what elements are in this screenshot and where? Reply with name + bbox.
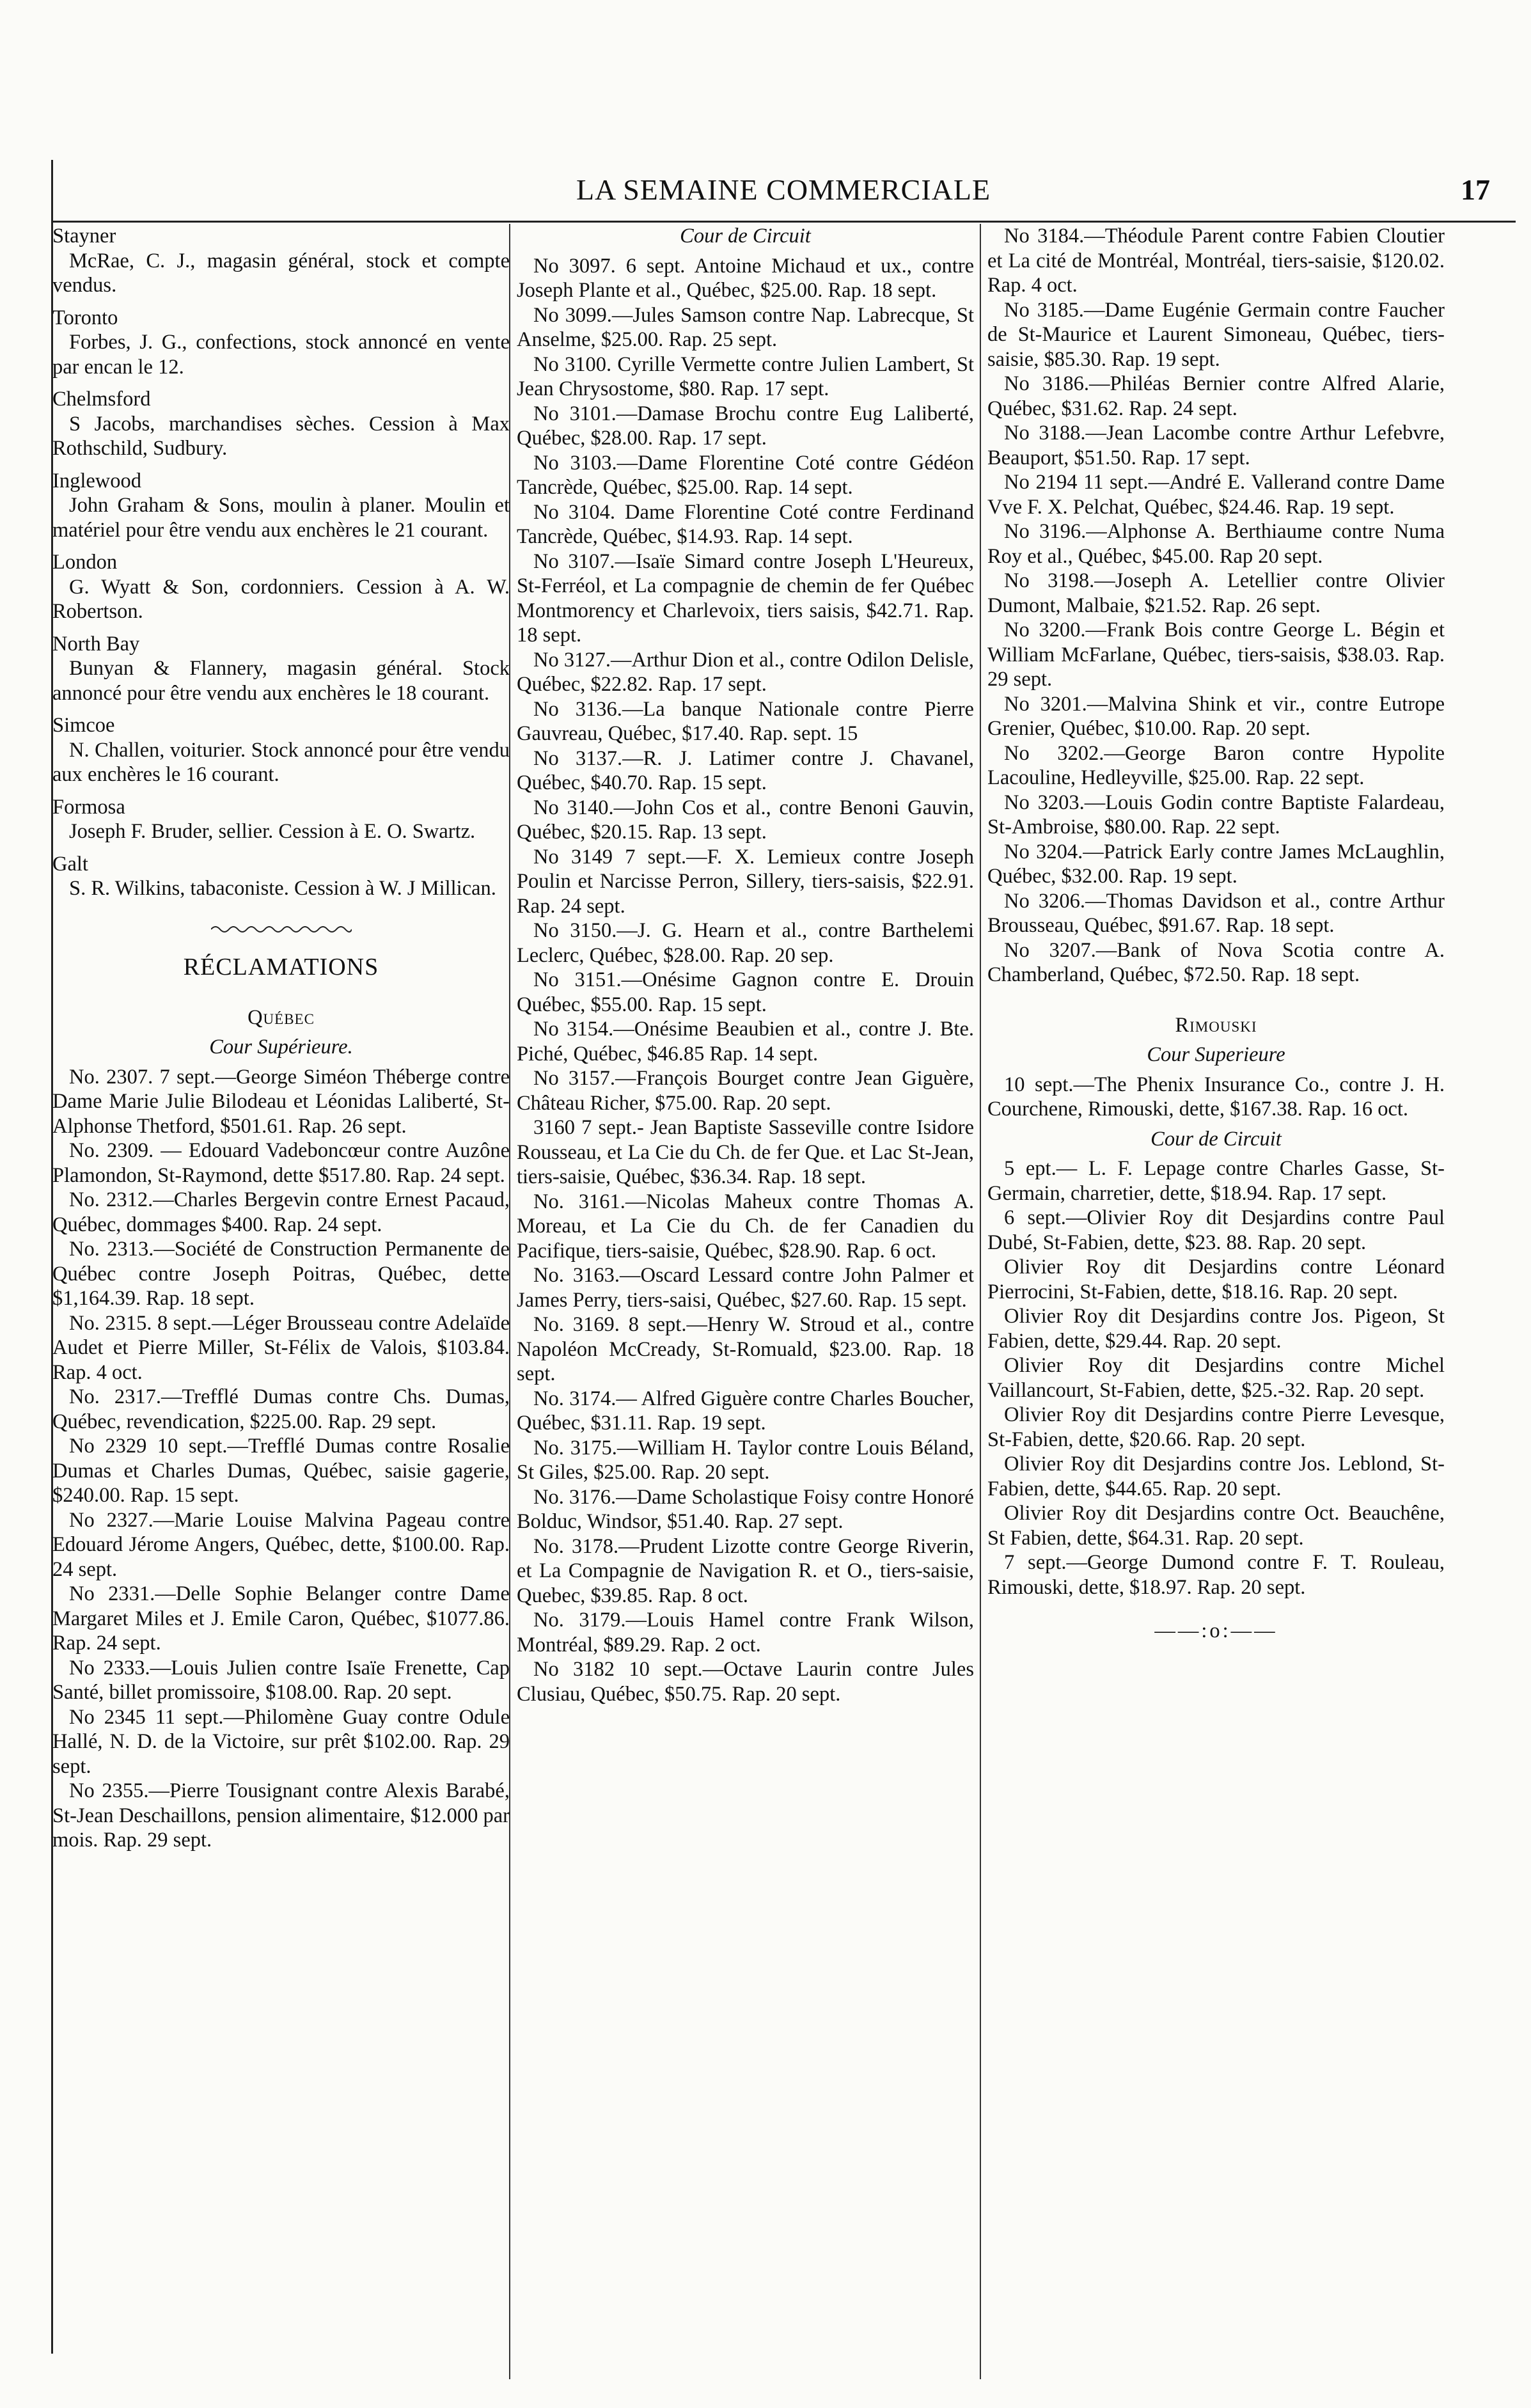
insolvency-item [52,387,510,461]
claim-entry: No 3157.—François Bourget contre Jean Giguère, Château Richer, $75.00. Rap. 20 sept. [517,1067,974,1115]
claim-entry: No 3151.—Onésime Gagnon contre E. Drouin Québec, $55.00. Rap. 15 sept. [517,968,974,1016]
place-name: Inglewood [52,469,141,492]
claim-entry: No 3188.—Jean Lacombe contre Arthur Lefebvre, Beauport, $51.50. Rap. 17 sept. [987,421,1445,469]
court-heading: Cour de Circuit [680,224,811,248]
insolvency-item [52,795,510,844]
ornamental-divider [52,918,510,943]
left-column [52,224,510,2373]
insolvency-item [52,550,510,624]
insolvency-text: Joseph F. Bruder, sellier. Cession à E. O. Swartz. [69,820,476,843]
claim-entry: 6 sept.—Olivier Roy dit Desjardins contre Paul Dubé, St-Fabien, dette, $23. 88. Rap. 20 sept. [987,1206,1445,1254]
claim-entry: No 3100. Cyrille Vermette contre Julien Lambert, St Jean Chrysostome, $80. Rap. 17 sept. [517,352,974,400]
claim-entry: Olivier Roy dit Desjardins contre Michel Vaillancourt, St-Fabien, dette, $25.-32. Rap. 20 sept. [987,1354,1445,1402]
section-title: RÉCLAMATIONS [183,954,379,980]
claim-entry: No. 3163.—Oscard Lessard contre John Palmer et James Perry, tiers-saisi, Québec, $27.60. Rap. 15 sept. [517,1264,974,1312]
court-heading: Cour Superieure [1147,1043,1285,1066]
insolvency-item [52,852,510,901]
claim-entry: No 3101.—Damase Brochu contre Eug Laliberté, Québec, $28.00. Rap. 17 sept. [517,402,974,450]
insolvency-item [52,632,510,706]
claims-list [987,1156,1445,1600]
claim-entry: No. 2313.—Société de Construction Permanente de Québec contre Joseph Poitras, Québec, dette $1,164.39. Rap. 18 sept. [52,1238,510,1310]
claim-entry: No 2333.—Louis Julien contre Isaïe Frenette, Cap Santé, billet promissoire, $108.00. Rap. 20 sept. [52,1656,510,1704]
claims-list [987,224,1445,988]
claim-entry: No 3103.—Dame Florentine Coté contre Gédéon Tancrède, Québec, $25.00. Rap. 14 sept. [517,451,974,499]
claim-entry: No 3201.—Malvina Shink et vir., contre Eutrope Grenier, Québec, $10.00. Rap. 20 sept. [987,692,1445,740]
claim-entry: No 3127.—Arthur Dion et al., contre Odilon Delisle, Québec, $22.82. Rap. 17 sept. [517,648,974,696]
column-rule-2 [980,224,981,2379]
claims-list [517,254,974,1707]
claim-entry: No. 3179.—Louis Hamel contre Frank Wilson, Montréal, $89.29. Rap. 2 oct. [517,1609,974,1656]
claims-list [52,1065,510,1853]
place-name: North Bay [52,632,140,656]
insolvency-text: Forbes, J. G., confections, stock annoncé en vente par encan le 12. [52,331,510,379]
insolvency-text: G. Wyatt & Son, cordonniers. Cession à A. W. Robertson. [52,575,510,623]
claim-entry: No. 3174.— Alfred Giguère contre Charles Boucher, Québec, $31.11. Rap. 19 sept. [517,1387,974,1435]
claim-entry: No 3206.—Thomas Davidson et al., contre Arthur Brousseau, Québec, $91.67. Rap. 18 sept. [987,889,1445,937]
claim-entry: No 3182 10 sept.—Octave Laurin contre Jules Clusiau, Québec, $50.75. Rap. 20 sept. [517,1658,974,1706]
claim-entry: No. 2317.—Trefflé Dumas contre Chs. Dumas, Québec, revendication, $225.00. Rap. 29 sept. [52,1385,510,1433]
place-name: Stayner [52,224,116,248]
claim-entry: No 3184.—Théodule Parent contre Fabien Cloutier et La cité de Montréal, Montréal, tiers-saisie, $120.02. Rap. 4 oct. [987,224,1445,297]
claim-entry: No 3149 7 sept.—F. X. Lemieux contre Joseph Poulin et Narcisse Perron, Sillery, tiers-saisis, $22.91. Rap. 24 sept. [517,845,974,918]
place-name: Chelmsford [52,388,151,411]
claim-entry: No. 2309. — Edouard Vadeboncœur contre Auzône Plamondon, St-Raymond, dette $517.80. Rap. 24 sept. [52,1139,510,1187]
claim-entry: No 2329 10 sept.—Trefflé Dumas contre Rosalie Dumas et Charles Dumas, Québec, saisie gagerie, $240.00. Rap. 15 sept. [52,1435,510,1507]
claim-entry: No 3097. 6 sept. Antoine Michaud et ux., contre Joseph Plante et al., Québec, $25.00. Rap. 18 sept. [517,254,974,302]
wavy-rule-icon [211,924,352,934]
claim-entry: No 3202.—George Baron contre Hypolite Lacouline, Hedleyville, $25.00. Rap. 22 sept. [987,741,1445,789]
claim-entry: 10 sept.—The Phenix Insurance Co., contre J. H. Courchene, Rimouski, dette, $167.38. Rap. 16 oct. [987,1073,1445,1121]
place-name: London [52,551,118,574]
claim-entry: No 2194 11 sept.—André E. Vallerand contre Dame Vve F. X. Pelchat, Québec, $24.46. Rap. 19 sept. [987,471,1445,519]
right-column [987,224,1445,2373]
place-name: Formosa [52,795,125,819]
claim-entry: 5 ept.— L. F. Lepage contre Charles Gasse, St-Germain, charretier, dette, $18.94. Rap. 17 sept. [987,1157,1445,1205]
claim-entry: 7 sept.—George Dumond contre F. T. Rouleau, Rimouski, dette, $18.97. Rap. 20 sept. [987,1551,1445,1599]
claim-entry: Olivier Roy dit Desjardins contre Jos. Leblond, St-Fabien, dette, $44.65. Rap. 20 sept. [987,1452,1445,1500]
claim-entry: No 3136.—La banque Nationale contre Pierre Gauvreau, Québec, $17.40. Rap. sept. 15 [517,697,974,745]
page-title: LA SEMAINE COMMERCIALE [576,173,991,206]
claim-entry: No 2355.—Pierre Tousignant contre Alexis Barabé, St-Jean Deschaillons, pension alimentaire, $12.000 par mois. Rap. 29 sept. [52,1779,510,1852]
claim-entry: No. 2307. 7 sept.—George Siméon Théberge contre Dame Marie Julie Bilodeau et Léonidas Laliberté, St-Alphonse Thetford, $501.61. Rap. 26 sept. [52,1065,510,1138]
claim-entry: No 3107.—Isaïe Simard contre Joseph L'Heureux, St-Ferréol, et La compagnie de chemin de fer Québec Montmorency et Charlevoix, tiers saisis, $42.71. Rap. 18 sept. [517,549,974,647]
claim-entry: No 3207.—Bank of Nova Scotia contre A. Chamberland, Québec, $72.50. Rap. 18 sept. [987,938,1445,986]
insolvency-list [52,224,510,901]
claim-entry: No 3203.—Louis Godin contre Baptiste Falardeau, St-Ambroise, $80.00. Rap. 22 sept. [987,791,1445,838]
claim-entry: 3160 7 sept.- Jean Baptiste Sasseville contre Isidore Rousseau, et La Cie du Ch. de fer Que. et Lac St-Jean, tiers-saisie, Québec, $36.34. Rap. 18 sept. [517,1116,974,1188]
claim-entry: No 3104. Dame Florentine Coté contre Ferdinand Tancrède, Québec, $14.93. Rap. 14 sept. [517,500,974,548]
middle-column [517,224,974,2373]
end-ornament: ——:o:—— [1154,1619,1278,1642]
insolvency-item [52,306,510,380]
claim-entry: No 2327.—Marie Louise Malvina Pageau contre Edouard Jérome Angers, Québec, dette, $100.00. Rap. 24 sept. [52,1508,510,1581]
claim-entry: No 3150.—J. G. Hearn et al., contre Barthelemi Leclerc, Québec, $28.00. Rap. 20 sep. [517,919,974,967]
claim-entry: Olivier Roy dit Desjardins contre Pierre Levesque, St-Fabien, dette, $20.66. Rap. 20 sept. [987,1403,1445,1451]
claim-entry: No 3198.—Joseph A. Letellier contre Olivier Dumont, Malbaie, $21.52. Rap. 26 sept. [987,569,1445,617]
claim-entry: No 3200.—Frank Bois contre George L. Bégin et William McFarlane, Québec, tiers-saisis, $38.03. Rap. 29 sept. [987,618,1445,691]
insolvency-text: Bunyan & Flannery, magasin général. Stock annoncé pour être vendu aux enchères le 18 courant. [52,657,510,705]
claim-entry: No 3099.—Jules Samson contre Nap. Labrecque, St Anselme, $25.00. Rap. 25 sept. [517,303,974,351]
claim-entry: No 3185.—Dame Eugénie Germain contre Faucher de St-Maurice et Laurent Simoneau, Québec, tiers-saisie, $85.30. Rap. 19 sept. [987,298,1445,371]
claim-entry: No 3140.—John Cos et al., contre Benoni Gauvin, Québec, $20.15. Rap. 13 sept. [517,796,974,844]
place-name: Toronto [52,306,118,329]
insolvency-text: John Graham & Sons, moulin à planer. Moulin et matériel pour être vendu aux enchères le 21 courant. [52,494,510,542]
claim-entry: No 3196.—Alphonse A. Berthiaume contre Numa Roy et al., Québec, $45.00. Rap 20 sept. [987,520,1445,568]
claim-entry: No. 3176.—Dame Scholastique Foisy contre Honoré Bolduc, Windsor, $51.40. Rap. 27 sept. [517,1485,974,1533]
insolvency-item [52,224,510,298]
claim-entry: No 3186.—Philéas Bernier contre Alfred Alarie, Québec, $31.62. Rap. 24 sept. [987,372,1445,420]
claim-entry: No. 3161.—Nicolas Maheux contre Thomas A. Moreau, et La Cie du Ch. de fer Canadien du Pacifique, tiers-saisie, Québec, $28.90. Rap. 6 oct. [517,1190,974,1263]
insolvency-item [52,713,510,787]
claim-entry: Olivier Roy dit Desjardins contre Jos. Pigeon, St Fabien, dette, $29.44. Rap. 20 sept. [987,1305,1445,1353]
claim-entry: Olivier Roy dit Desjardins contre Oct. Beauchêne, St Fabien, dette, $64.31. Rap. 20 sept. [987,1502,1445,1550]
page-number: 17 [1461,173,1490,206]
insolvency-text: McRae, C. J., magasin général, stock et compte vendus. [52,249,510,297]
claim-entry: Olivier Roy dit Desjardins contre Léonard Pierrocini, St-Fabien, dette, $18.16. Rap. 20 sept. [987,1255,1445,1303]
claim-entry: No 2331.—Delle Sophie Belanger contre Dame Margaret Miles et J. Emile Caron, Québec, $1077.86. Rap. 24 sept. [52,1582,510,1655]
insolvency-text: N. Challen, voiturier. Stock annoncé pour être vendu aux enchères le 16 courant. [52,738,510,786]
place-name: Simcoe [52,714,115,737]
claim-entry: No 3154.—Onésime Beaubien et al., contre J. Bte. Piché, Québec, $46.85 Rap. 14 sept. [517,1018,974,1066]
place-name: Galt [52,852,88,876]
claim-entry: No 2345 11 sept.—Philomène Guay contre Odule Hallé, N. D. de la Victoire, sur prêt $102.00. Rap. 29 sept. [52,1705,510,1778]
header-rule [51,221,1516,223]
claim-entry: No. 3178.—Prudent Lizotte contre George Riverin, et La Compagnie de Navigation R. et O., tiers-saisie, Quebec, $39.85. Rap. 8 oct. [517,1534,974,1607]
claim-entry: No. 2315. 8 sept.—Léger Brousseau contre Adelaïde Audet et Pierre Miller, St-Félix de Valois, $103.84. Rap. 4 oct. [52,1311,510,1384]
claim-entry: No. 3175.—William H. Taylor contre Louis Béland, St Giles, $25.00. Rap. 20 sept. [517,1436,974,1484]
insolvency-text: S Jacobs, marchandises sèches. Cession à Max Rothschild, Sudbury. [52,412,510,460]
insolvency-item [52,469,510,543]
insolvency-text: S. R. Wilkins, tabaconiste. Cession à W. J Millican. [69,877,496,900]
claim-entry: No 3204.—Patrick Early contre James McLaughlin, Québec, $32.00. Rap. 19 sept. [987,840,1445,888]
province-heading: Québec [247,1005,315,1029]
circuit-heading: Cour de Circuit [1150,1127,1282,1151]
claim-entry: No. 3169. 8 sept.—Henry W. Stroud et al., contre Napoléon McCready, St-Romuald, $23.00. Rap. 18 sept. [517,1313,974,1385]
claim-entry: No 3137.—R. J. Latimer contre J. Chavanel, Québec, $40.70. Rap. 15 sept. [517,746,974,794]
court-heading: Cour Supérieure. [209,1035,353,1058]
claim-entry: No. 2312.—Charles Bergevin contre Ernest Pacaud, Québec, dommages $400. Rap. 24 sept. [52,1188,510,1236]
rimouski-heading: Rimouski [1175,1013,1257,1037]
running-header [51,173,1516,217]
